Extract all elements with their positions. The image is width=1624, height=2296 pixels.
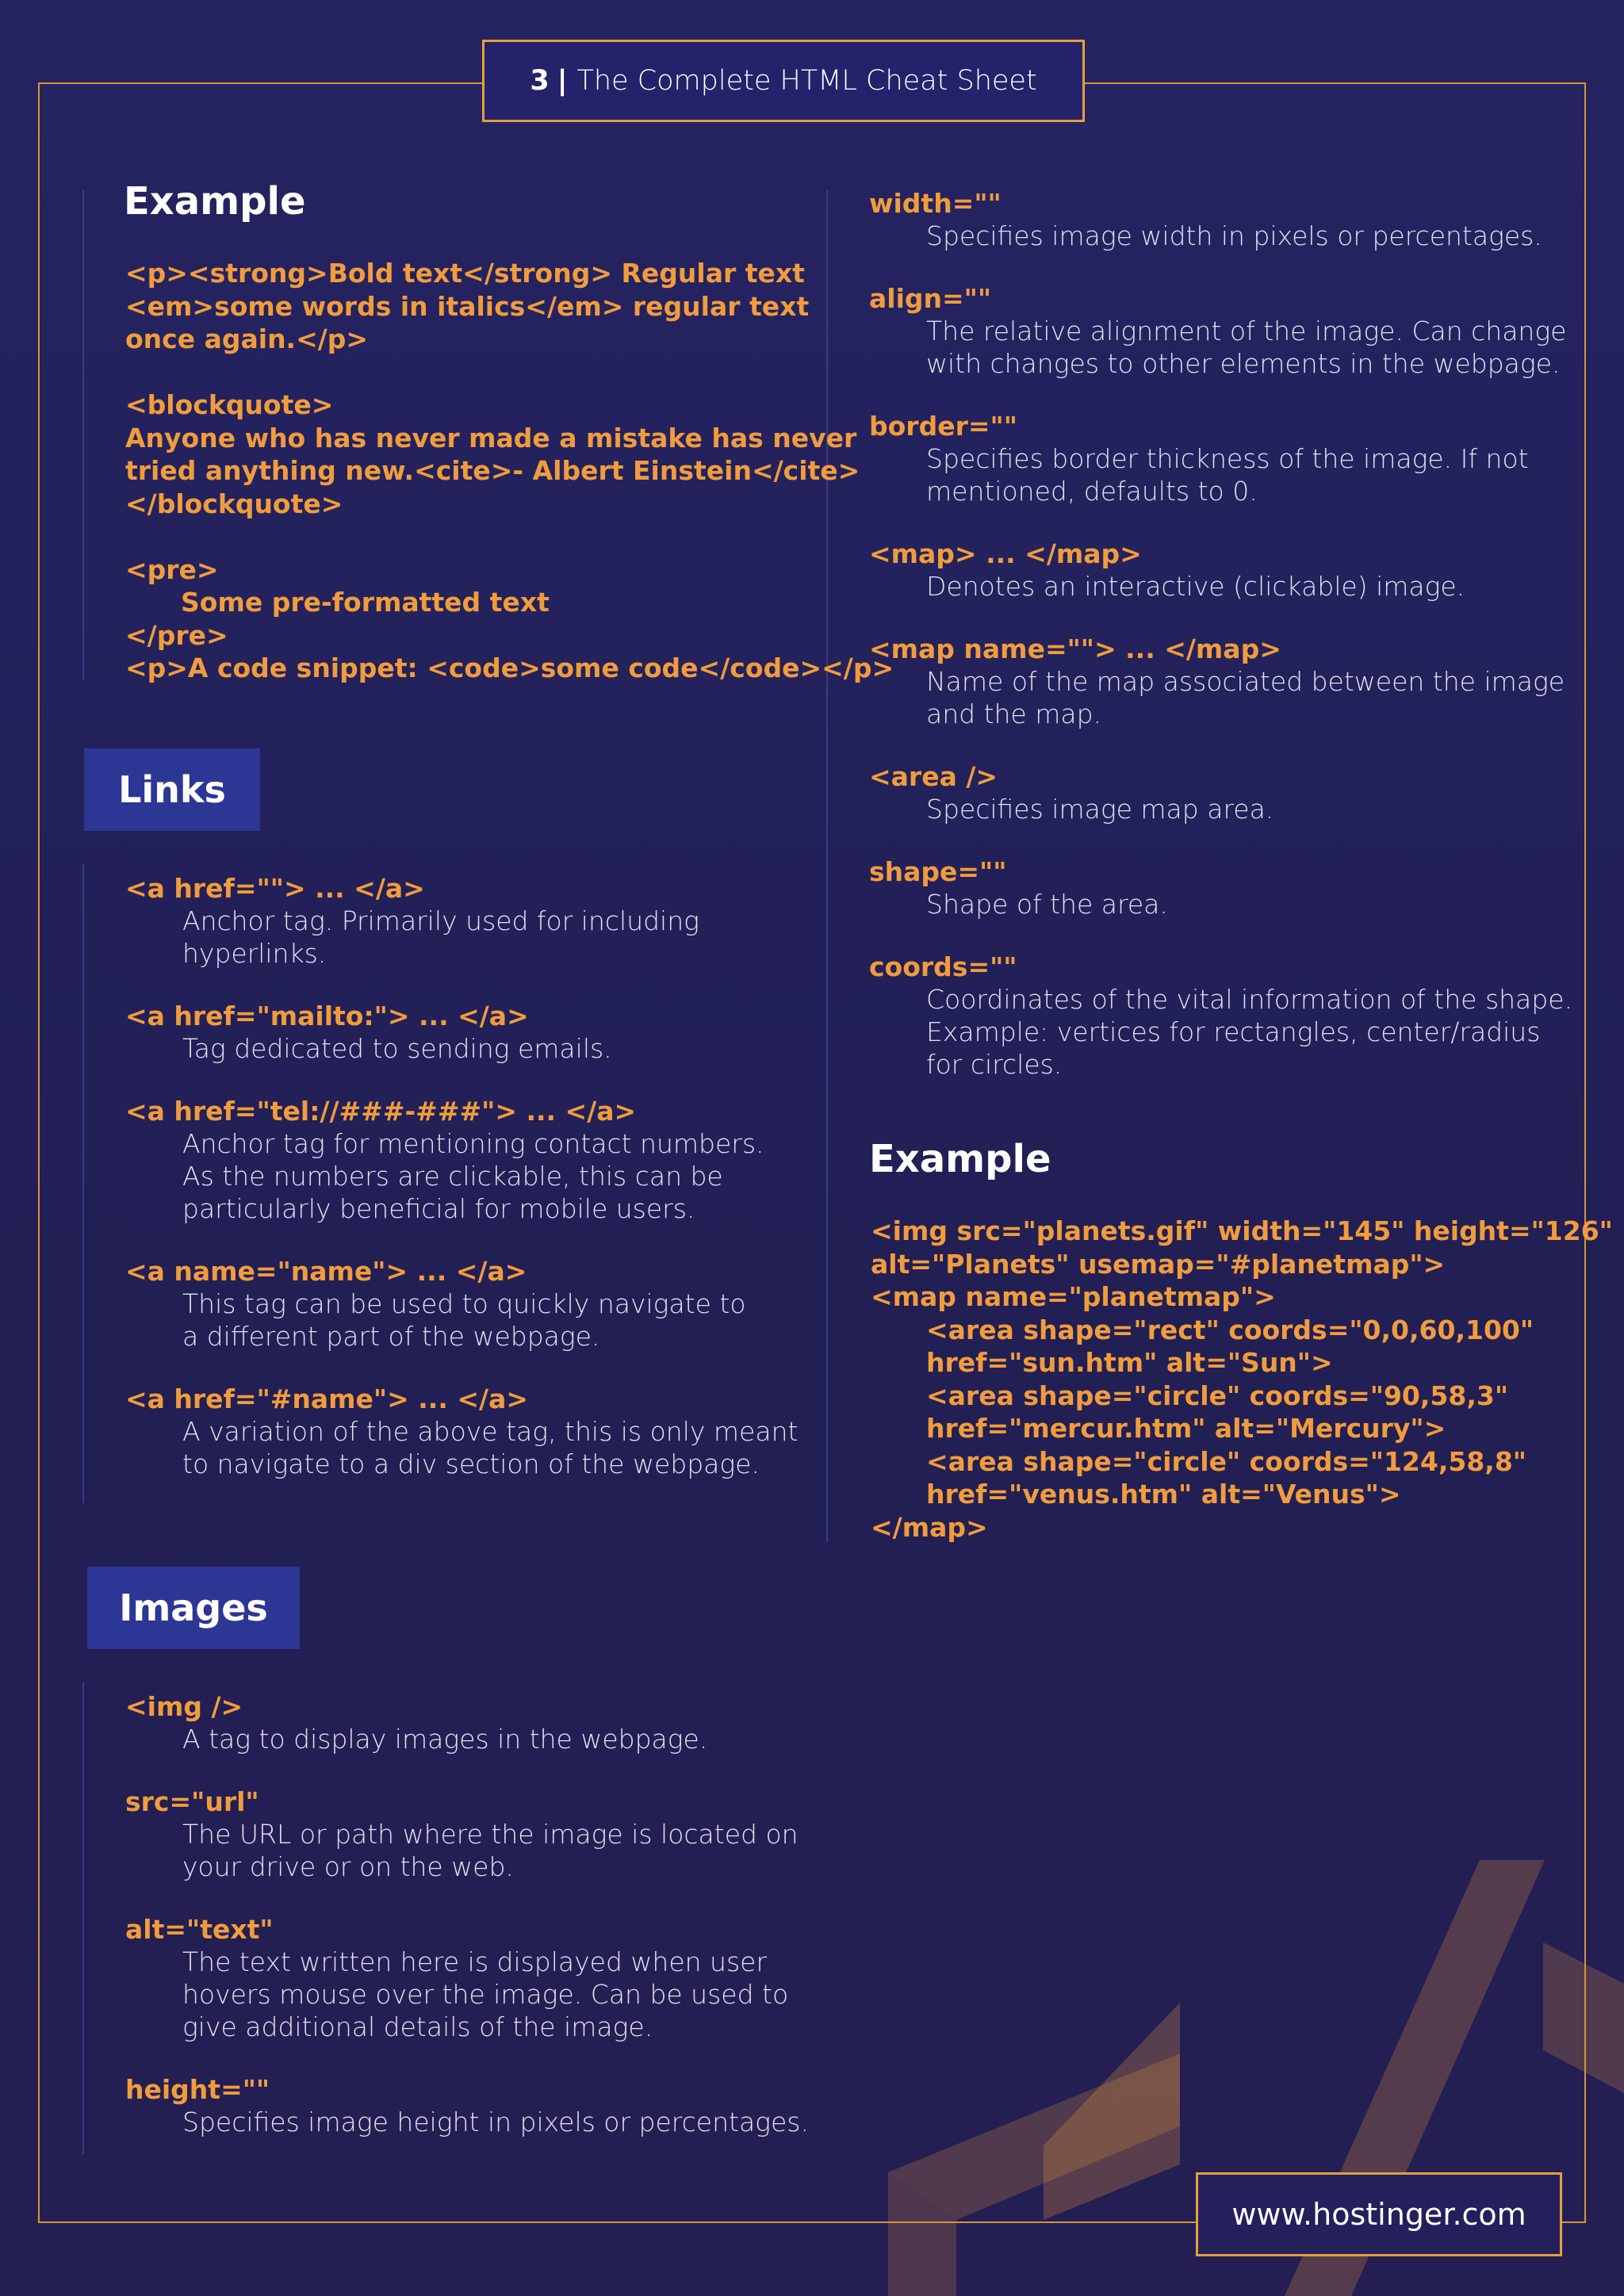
code-line: tried anything new.<cite>- Albert Einstein</cite> [125,455,860,486]
code-line: <area shape="circle" coords="90,58,3" [926,1380,1509,1411]
code-line: </map> [871,1511,988,1543]
tag-description-line: Specifies image map area. [926,794,1274,825]
tag-description-line: Shape of the area. [926,889,1168,920]
code-line: <em>some words in italics</em> regular text [125,290,810,322]
code-line: </pre> [125,619,228,651]
tag-description-line: for circles. [926,1049,1063,1080]
example-code-right [871,1215,1613,1544]
code-line: </blockquote> [125,488,343,519]
code-line: alt="Planets" usemap="#planetmap"> [871,1248,1446,1280]
code-line: <p>A code snippet: <code>some code</code></p> [125,652,894,683]
code-line: Some pre-formatted text [181,587,550,618]
tag-description-line: A tag to display images in the webpage. [182,1724,708,1755]
tag-term: <map> ... </map> [869,538,1142,569]
image-attributes-list [869,187,1583,1111]
tag-description-line: to navigate to a div section of the webpage. [182,1448,760,1479]
definition-item [869,187,1583,252]
tag-description-line: Name of the map associated between the image [926,666,1565,697]
definition-item [125,1255,823,1353]
definition-item [869,410,1583,507]
example-heading-left: Example [124,179,306,224]
tag-description-line: Coordinates of the vital information of the shape. [926,984,1573,1015]
definition-item [125,872,823,970]
code-line: href="sun.htm" alt="Sun"> [926,1347,1333,1378]
tag-description-line: a different part of the webpage. [182,1321,600,1352]
tag-description-line: give additional details of the image. [182,2011,653,2042]
tag-term: <a href="#name"> ... </a> [125,1383,528,1414]
tag-description-line: Specifies border thickness of the image. If not [926,443,1529,474]
links-list [125,872,823,1510]
code-line: <blockquote> [125,389,334,420]
left-guide-links [82,864,84,1503]
tag-description-line: Specifies image height in pixels or percentages. [182,2107,809,2137]
definition-item [869,282,1583,380]
tag-term: shape="" [869,856,1007,887]
tag-term: width="" [869,188,1002,219]
tag-description-line: As the numbers are clickable, this can be [182,1161,723,1192]
tag-term: border="" [869,411,1017,442]
definition-item [125,2073,823,2138]
left-guide-images [82,1682,84,2155]
definition-item [869,951,1583,1081]
tag-term: align="" [869,283,992,314]
definition-item [125,1383,823,1480]
tag-description-line: your drive or on the web. [182,1851,514,1882]
tag-description-line: with changes to other elements in the webpage. [926,348,1561,379]
tag-description-line: This tag can be used to quickly navigate to [182,1288,746,1319]
definition-item [125,1690,823,1755]
tag-term: <map name=""> ... </map> [869,633,1281,664]
code-line: Anyone who has never made a mistake has never [125,422,857,453]
code-line [125,520,894,553]
tag-description-line: The URL or path where the image is located on [182,1819,799,1850]
tag-term: coords="" [869,951,1017,982]
tag-term: <img /> [125,1691,243,1722]
page-title: The Complete HTML Cheat Sheet [576,65,1037,97]
code-line: once again.</p> [125,323,369,354]
code-line: <area shape="circle" coords="124,58,8" [926,1445,1526,1477]
tag-description-line: Tag dedicated to sending emails. [182,1033,612,1064]
header-separator: | [557,65,568,97]
page-header [482,40,1085,122]
example-heading-right: Example [869,1137,1051,1181]
tag-term: alt="text" [125,1914,274,1945]
code-line: <p><strong>Bold text</strong> Regular text [125,258,805,289]
tag-description-line: Specifies image width in pixels or percentages. [926,220,1542,251]
tag-term: <area /> [869,761,998,792]
code-line: <map name="planetmap"> [871,1281,1276,1312]
tag-description-line: Denotes an interactive (clickable) image. [926,571,1465,602]
code-line: <area shape="rect" coords="0,0,60,100" [926,1314,1534,1345]
tag-description-line: The relative alignment of the image. Can change [926,316,1567,346]
tag-term: height="" [125,2074,270,2105]
tag-description-line: The text written here is displayed when user [182,1946,768,1977]
tag-term: <a href="tel://###-###"> ... </a> [125,1096,637,1127]
tag-description-line: mentioned, defaults to 0. [926,476,1258,507]
definition-item [869,760,1583,825]
images-list [125,1690,823,2168]
definition-item [869,855,1583,920]
code-line: href="venus.htm" alt="Venus"> [926,1479,1401,1510]
definition-item [869,633,1583,730]
images-section-heading: Images [87,1567,300,1649]
tag-description-line: particularly beneficial for mobile users. [182,1193,695,1224]
tag-description-line: Anchor tag for mentioning contact numbers. [182,1128,764,1159]
definition-item [125,1913,823,2043]
definition-item [125,1095,823,1225]
code-line: <pre> [125,553,219,585]
tag-description-line: hovers mouse over the image. Can be used to [182,1979,789,2010]
tag-term: <a href=""> ... </a> [125,873,425,904]
tag-description-line: Example: vertices for rectangles, center/radius [926,1016,1541,1047]
code-line: <img src="planets.gif" width="145" height="126" [871,1215,1613,1246]
example-code-left [125,257,894,685]
definition-item [869,538,1583,603]
tag-term: src="url" [125,1786,259,1817]
left-guide-example [82,190,84,680]
page-number: 3 [530,65,550,97]
code-line [125,356,894,389]
links-section-heading: Links [84,748,260,831]
definition-item [125,1000,823,1065]
tag-description-line: and the map. [926,698,1102,729]
tag-description-line: A variation of the above tag, this is only meant [182,1416,799,1447]
definition-item [125,1785,823,1883]
tag-term: <a href="mailto:"> ... </a> [125,1001,529,1031]
website-url: www.hostinger.com [1196,2172,1562,2256]
tag-term: <a name="name"> ... </a> [125,1256,527,1287]
code-line: href="mercur.htm" alt="Mercury"> [926,1413,1446,1444]
tag-description-line: hyperlinks. [182,938,327,969]
tag-description-line: Anchor tag. Primarily used for including [182,905,699,936]
